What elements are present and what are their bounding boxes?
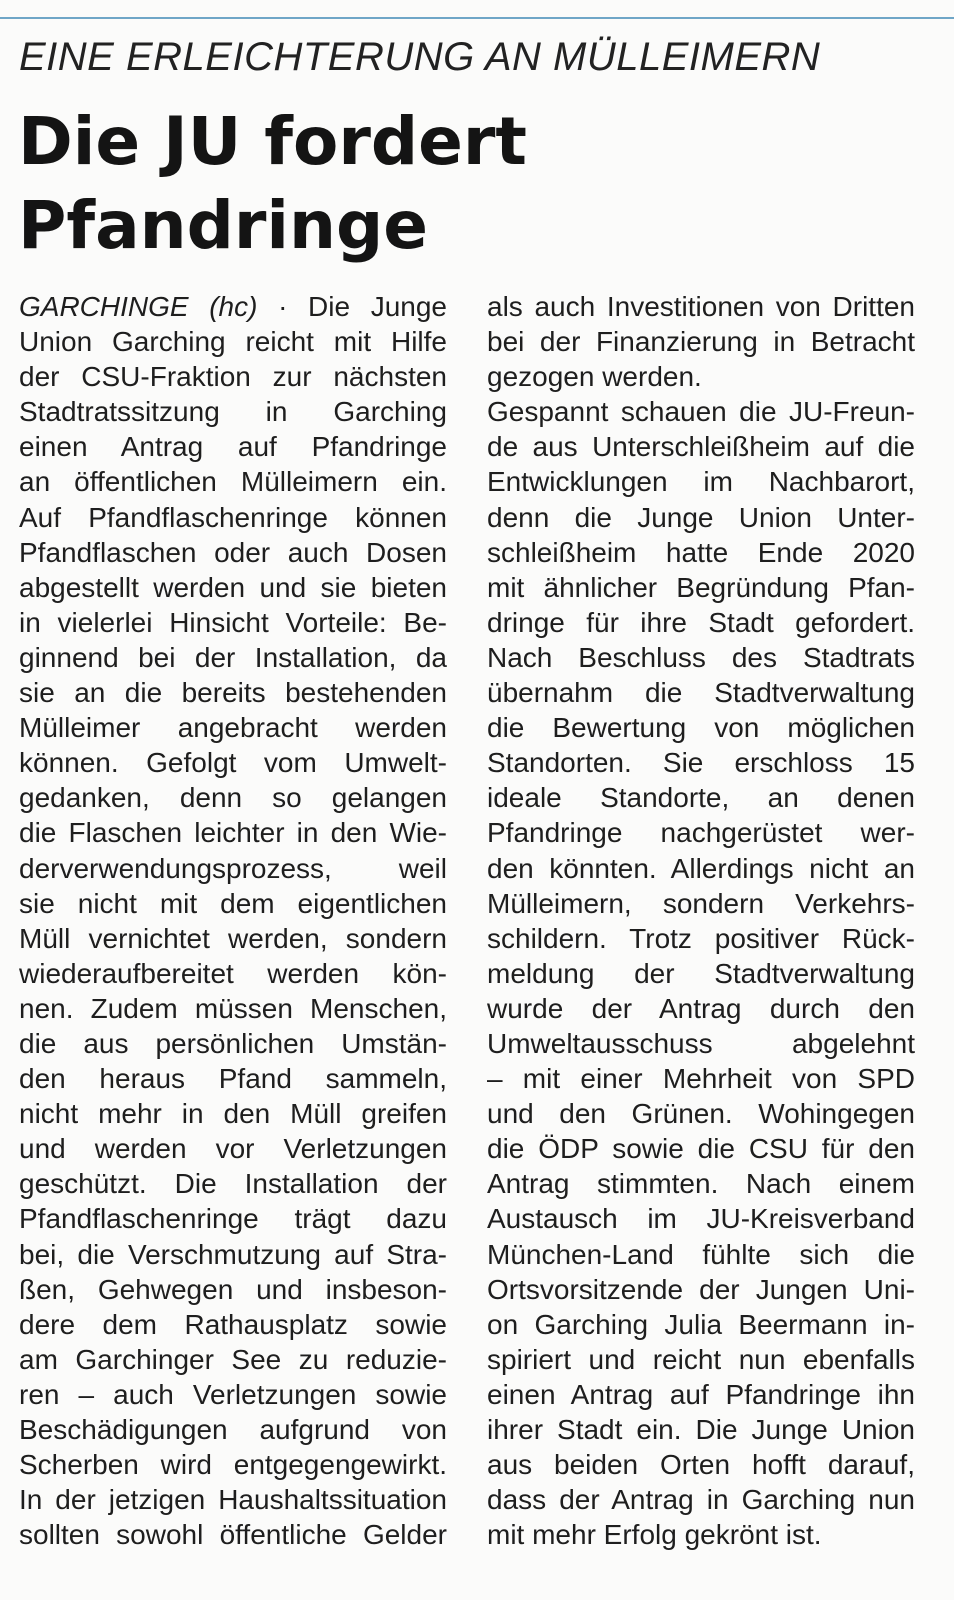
text-line: übernahm die Stadtverwaltung <box>487 677 915 709</box>
text-line: derverwendungsprozess, weil <box>19 852 447 884</box>
text-line: Beschädigungen aufgrund von <box>19 1414 447 1445</box>
text-line: schleißheim hatte Ende 2020 <box>487 536 915 568</box>
text-line: die aus persönlichen Umstän- <box>19 1027 447 1059</box>
text-line: ihrer Stadt ein. Die Junge Union <box>487 1414 915 1445</box>
text-line: bei der Finanzierung in Betracht <box>487 326 915 358</box>
text-line: gedanken, denn so gelangen <box>19 782 447 814</box>
text-line: sie an die bereits bestehenden <box>19 677 447 709</box>
article-column-left <box>19 289 447 1552</box>
text-line: ideale Standorte, an denen <box>487 782 915 814</box>
text-line-fragment: · Die Junge <box>257 291 447 322</box>
text-line: am Garchinger See zu reduzie- <box>19 1343 447 1375</box>
text-line: dere dem Rathausplatz sowie <box>19 1308 447 1340</box>
text-line: München-Land fühlte sich die <box>487 1238 915 1270</box>
text-line: Antrag stimmten. Nach einem <box>487 1168 915 1200</box>
text-line: sie nicht mit dem eigentlichen <box>19 887 447 919</box>
text-line: und den Grünen. Wohingegen <box>487 1098 915 1130</box>
text-line: können. Gefolgt vom Umwelt- <box>19 747 447 779</box>
text-line: einen Antrag auf Pfandringe ihn <box>487 1378 915 1410</box>
text-line: in vielerlei Hinsicht Vorteile: Be- <box>19 606 447 638</box>
headline-line: Pfandringe <box>18 187 429 264</box>
text-line: die Bewertung von möglichen <box>487 712 915 744</box>
text-line: de aus Unterschleißheim auf die <box>487 431 915 463</box>
text-line: Mülleimer angebracht werden <box>19 712 447 744</box>
text-line: Gespannt schauen die JU-Freun- <box>487 396 915 428</box>
text-line <box>19 289 447 324</box>
text-line: einen Antrag auf Pfandringe <box>19 431 447 463</box>
article-dateline: GARCHINGE (hc) <box>19 291 258 322</box>
text-line: Nach Beschluss des Stadtrats <box>487 641 915 673</box>
text-line: Stadtratssitzung in Garching <box>19 396 447 428</box>
text-line: ren – auch Verletzungen sowie <box>19 1378 447 1410</box>
text-line: nen. Zudem müssen Menschen, <box>19 992 447 1024</box>
text-line: Pfandflaschenringe trägt dazu <box>19 1203 447 1235</box>
text-line: ßen, Gehwegen und insbeson- <box>19 1273 447 1305</box>
text-line: sollten sowohl öffentliche Gelder <box>19 1519 447 1551</box>
text-line: dass der Antrag in Garching nun <box>487 1484 915 1516</box>
text-line: Pfandflaschen oder auch Dosen <box>19 536 447 568</box>
text-line: geschützt. Die Installation der <box>19 1168 447 1200</box>
text-line: Austausch im JU-Kreisverband <box>487 1203 915 1235</box>
top-rule <box>0 17 954 19</box>
text-line: die ÖDP sowie die CSU für den <box>487 1133 915 1165</box>
article-headline <box>18 100 918 268</box>
text-line: Entwicklungen im Nachbarort, <box>487 466 915 498</box>
text-line: den heraus Pfand sammeln, <box>19 1063 447 1095</box>
text-line: Union Garching reicht mit Hilfe <box>19 326 447 358</box>
text-line: In der jetzigen Haushaltssituation <box>19 1484 447 1516</box>
text-line: den könnten. Allerdings nicht an <box>487 852 915 884</box>
text-line: Mülleimern, sondern Verkehrs- <box>487 887 915 919</box>
text-line: Scherben wird entgegengewirkt. <box>19 1449 447 1481</box>
article-kicker: EINE ERLEICHTERUNG AN MÜLLEIMERN <box>19 35 821 79</box>
text-line: denn die Junge Union Unter- <box>487 501 915 533</box>
text-line: nicht mehr in den Müll greifen <box>19 1098 447 1130</box>
text-line: meldung der Stadtverwaltung <box>487 957 915 989</box>
text-line: bei, die Verschmutzung auf Stra- <box>19 1238 447 1270</box>
text-line: Ortsvorsitzende der Jungen Uni- <box>487 1273 915 1305</box>
text-line: wurde der Antrag durch den <box>487 992 915 1024</box>
article-column-right <box>487 289 915 1552</box>
text-line: ginnend bei der Installation, da <box>19 641 447 673</box>
text-line: gezogen werden. <box>487 361 702 393</box>
text-line: an öffentlichen Mülleimern ein. <box>19 466 447 498</box>
text-line: dringe für ihre Stadt gefordert. <box>487 606 915 638</box>
text-line: Pfandringe nachgerüstet wer- <box>487 817 915 849</box>
text-line: wiederaufbereitet werden kön- <box>19 957 447 989</box>
text-line: – mit einer Mehrheit von SPD <box>487 1063 915 1095</box>
headline-line: Die JU fordert <box>18 103 527 180</box>
text-line: und werden vor Verletzungen <box>19 1133 447 1165</box>
text-line: Auf Pfandflaschenringe können <box>19 501 447 533</box>
text-line: aus beiden Orten hofft darauf, <box>487 1449 915 1481</box>
text-line: on Garching Julia Beermann in- <box>487 1308 915 1340</box>
text-line: Müll vernichtet werden, sondern <box>19 922 447 954</box>
text-line: der CSU-Fraktion zur nächsten <box>19 361 447 393</box>
text-line: spiriert und reicht nun ebenfalls <box>487 1343 915 1375</box>
text-line: die Flaschen leichter in den Wie- <box>19 817 447 849</box>
text-line: mit mehr Erfolg gekrönt ist. <box>487 1519 822 1551</box>
text-line: Umweltausschuss abgelehnt <box>487 1027 915 1059</box>
text-line: abgestellt werden und sie bieten <box>19 571 447 603</box>
text-line: mit ähnlicher Begründung Pfan- <box>487 571 915 603</box>
text-line: schildern. Trotz positiver Rück- <box>487 922 915 954</box>
text-line: als auch Investitionen von Dritten <box>487 291 915 322</box>
text-line: Standorten. Sie erschloss 15 <box>487 747 915 779</box>
